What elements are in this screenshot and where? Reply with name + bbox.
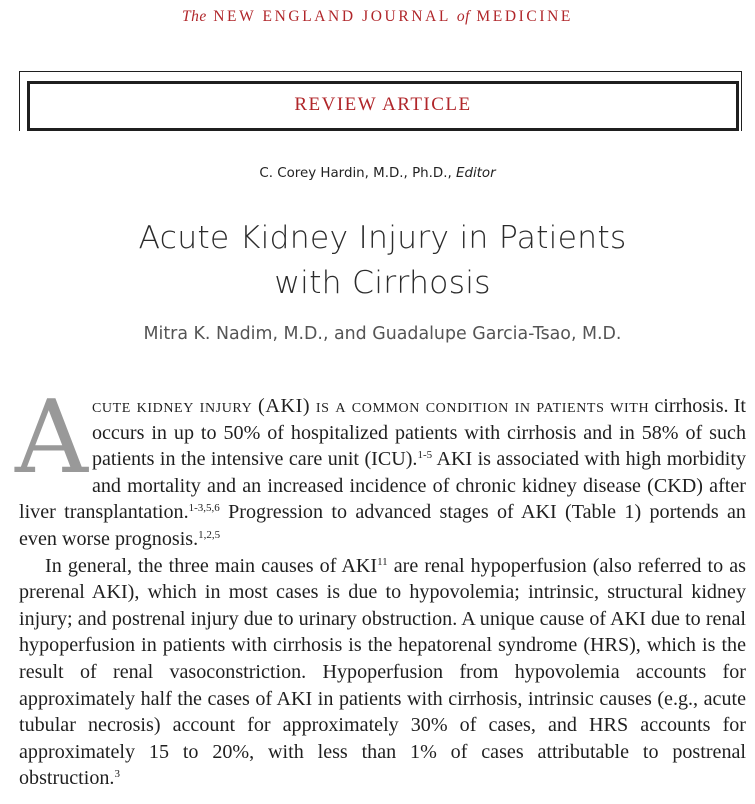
title-line-1: Acute Kidney Injury in Patients [138,220,627,256]
editor-role: Editor [455,166,496,181]
reference-citation[interactable]: 11 [377,555,388,568]
p1-segment-3: Progression to advanced stages of AKI (Table 1) portends an even worse prognosis. [19,501,746,550]
lead-in-small-caps: cute kidney injury (AKI) is a common condition in patients with [91,395,650,417]
masthead-part1: NEW ENGLAND JOURNAL [213,8,451,25]
p1-segment-1: cirrhosis. It occurs in up to 50% of hospitalized patients with cirrhosis and in 58% of such patients in the intensive care unit (ICU). [91,395,746,471]
editor-name: C. Corey Hardin, M.D., Ph.D., [259,166,452,181]
masthead-of: of [456,8,470,25]
reference-citation[interactable]: 1-3,5,6 [188,502,220,515]
article-type-box [27,81,739,131]
article-type-label: REVIEW ARTICLE [294,94,472,115]
p2-segment-1: In general, the three main causes of AKI [45,554,378,577]
paragraph-1 [15,378,746,553]
article-title [0,216,755,306]
masthead-the: The [182,8,207,25]
drop-cap: A [15,378,88,496]
section-editor [0,166,755,181]
author-line: Mitra K. Nadim, M.D., and Guadalupe Garcia-Tsao, M.D. [143,324,622,344]
reference-citation[interactable]: 1,2,5 [198,529,221,542]
paragraph-2 [19,553,746,792]
p1-segment-2: AKI is associated with high morbidity and mortality and an increased incidence of chronic kidney disease (CKD) after liver transplantation. [19,448,746,524]
journal-masthead [0,8,755,26]
title-line-2: with Cirrhosis [274,265,491,301]
p2-segment-2: are renal hypoperfusion (also referred to as prerenal AKI), which in most cases is due to hypovolemia; intrinsic, structural kidney injury; and postrenal injury due to urinary obstruction. A unique cause of AKI due to renal hypoperfusion in patients with cirrhosis is the hepatorenal syndrome (HRS), which is the result of renal vasoconstriction. Hypoperfusion from hypovolemia accounts for approximately half the cases of AKI in patients with cirrhosis, intrinsic causes (e.g., acute tubular necrosis) account for approximately 30% of cases, and HRS accounts for approximately 15 to 20%, with less than 1% of cases attributable to postrenal obstruction. [19,554,746,790]
article-body [15,378,746,792]
reference-citation[interactable]: 1-5 [417,449,433,462]
reference-citation[interactable]: 3 [114,768,120,781]
masthead-part2: MEDICINE [476,8,573,25]
